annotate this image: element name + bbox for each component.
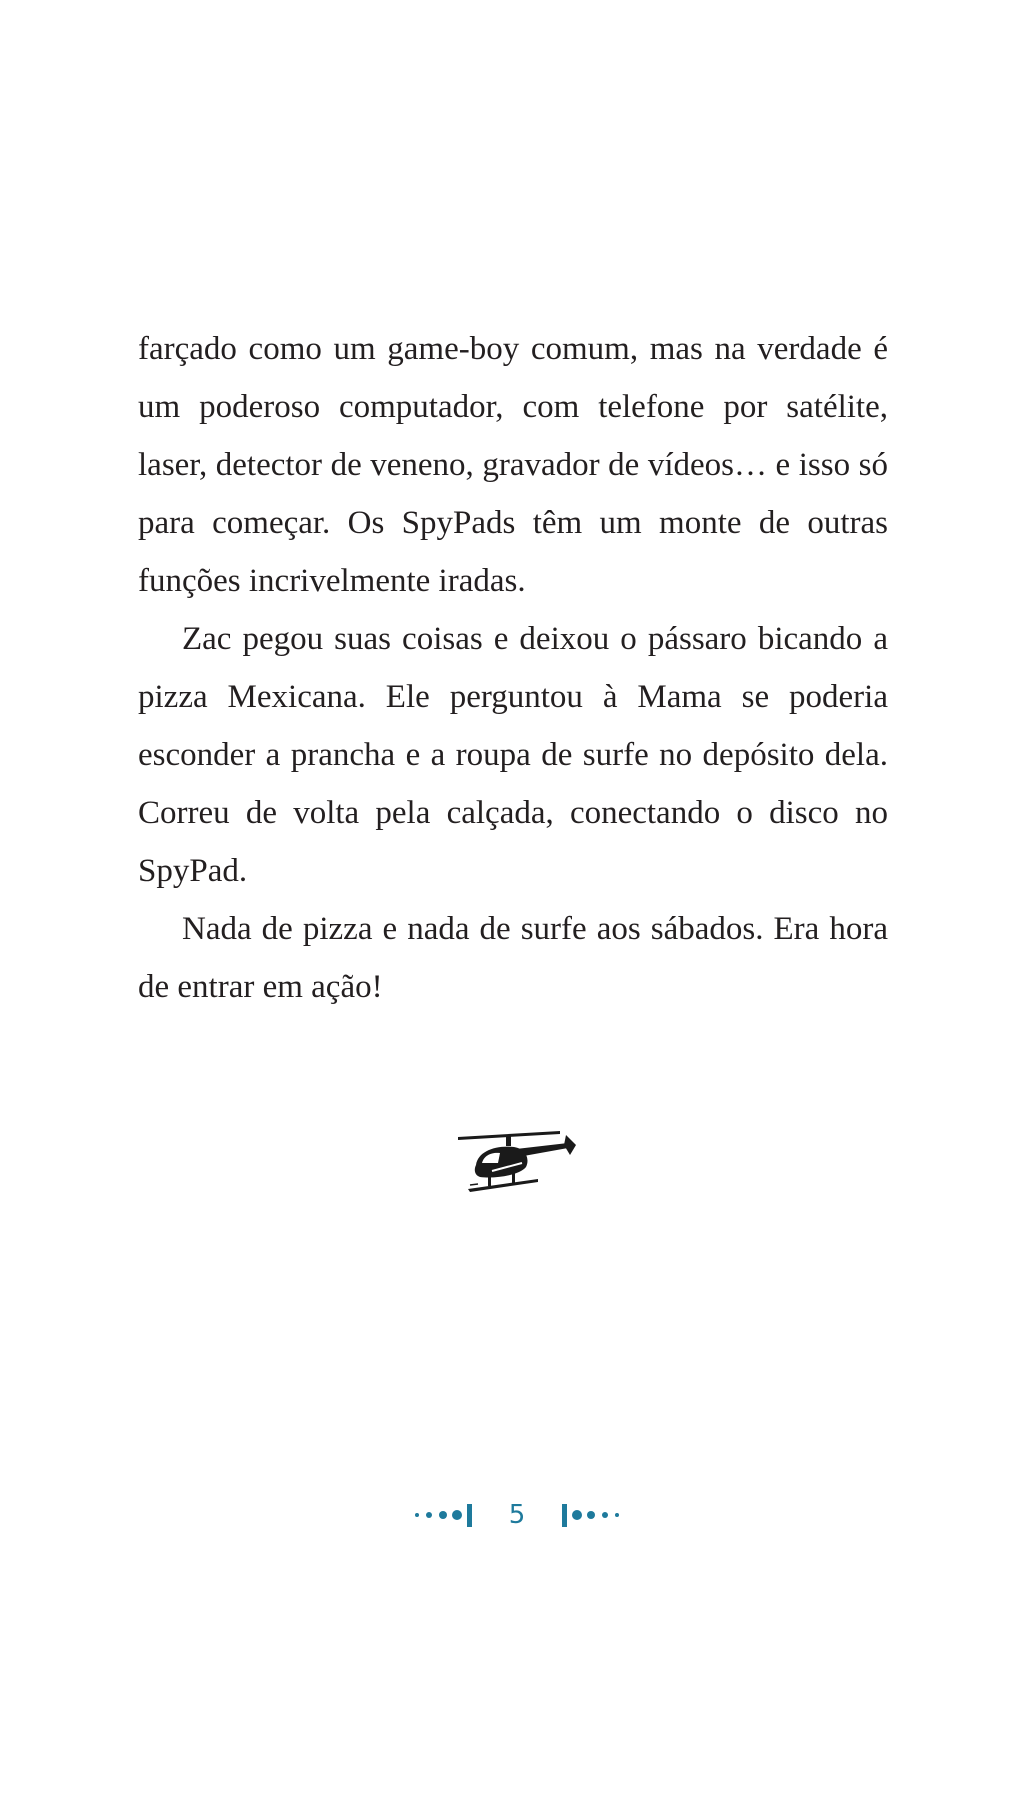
paragraph-continued: farçado como um game-boy comum, mas na verdade é um poderoso computador, com telefone por satélite, laser, detector de veneno, gravador de vídeos… e isso só para começar. Os SpyPads têm um monte de outras funções incrivelmente iradas. bbox=[138, 331, 888, 599]
paragraph-zac: Zac pegou suas coisas e deixou o pássaro bicando a pizza Mexicana. Ele perguntou à Mama se poderia esconder a prancha e a roupa de surfe no depósito dela. Correu de volta pela calçada, conectando o disco no SpyPad. bbox=[138, 621, 888, 889]
helicopter-icon bbox=[456, 1125, 586, 1197]
folio bbox=[412, 1497, 622, 1537]
paragraph-action: Nada de pizza e nada de surfe aos sábados. Era hora de entrar em ação! bbox=[138, 911, 888, 1005]
folio-ornament-right-icon bbox=[552, 1497, 622, 1537]
page-number: 5 bbox=[508, 1500, 526, 1530]
body-text bbox=[138, 320, 888, 1016]
folio-ornament-left-icon bbox=[412, 1497, 482, 1537]
page-footer bbox=[0, 1497, 1024, 1537]
